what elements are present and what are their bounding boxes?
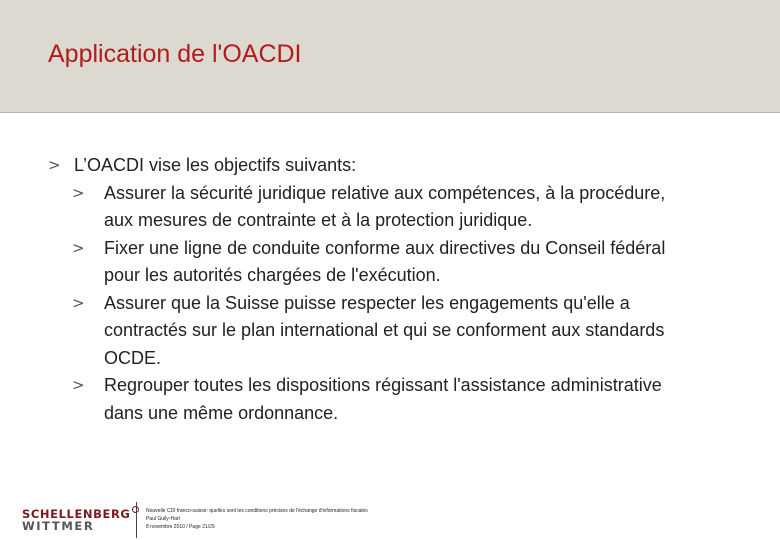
footer-presentation-title: Nouvelle CDI franco-suisse: quelles sont les conditions précises de l'échange d'informations fiscales — [146, 508, 368, 514]
objective-item — [48, 235, 748, 290]
intro-text: L’OACDI vise les objectifs suivants: — [74, 155, 357, 175]
objective-text-line: Assurer la sécurité juridique relative aux compétences, à la procédure, — [104, 182, 666, 203]
bullet-arrow-icon: > — [72, 293, 85, 312]
company-logo — [22, 506, 139, 532]
slide-title: Application de l'OACDI — [48, 40, 302, 68]
objective-item — [48, 180, 748, 235]
objective-item — [48, 372, 748, 427]
slide-body — [48, 152, 748, 427]
bullet-arrow-icon: > — [72, 238, 85, 257]
footer-info — [146, 507, 368, 531]
footer-date-page: 8 novembre 2010 / Page 21/29 — [146, 524, 215, 530]
objective-text-line: dans une même ordonnance. — [104, 402, 339, 423]
logo-bottom-text: WITTMER — [22, 519, 95, 533]
objective-text-line: aux mesures de contrainte et à la protection juridique. — [104, 210, 533, 230]
objective-text-line: OCDE. — [104, 347, 162, 368]
objective-text-line: Fixer une ligne de conduite conforme aux directives du Conseil fédéral — [104, 237, 666, 258]
objective-text-line: pour les autorités chargées de l'exécution. — [104, 265, 441, 285]
footer-author: Paul Gully-Hart — [146, 516, 180, 522]
bullet-arrow-icon: > — [48, 156, 61, 174]
logo-top-text: SCHELLENBERG — [22, 507, 131, 521]
objective-text-line: contractés sur le plan international et qui se conforment aux standards — [104, 320, 665, 340]
bullet-arrow-icon: > — [72, 183, 85, 202]
objective-item — [48, 290, 748, 373]
footer-divider — [136, 502, 137, 538]
objective-text-line: Regrouper toutes les dispositions régissant l'assistance administrative — [104, 375, 662, 395]
slide-footer — [0, 496, 780, 540]
slide-header — [0, 0, 780, 113]
objective-text-line: Assurer que la Suisse puisse respecter les engagements qu'elle a — [104, 292, 630, 313]
intro-bullet — [48, 152, 748, 180]
bullet-arrow-icon: > — [72, 376, 85, 394]
